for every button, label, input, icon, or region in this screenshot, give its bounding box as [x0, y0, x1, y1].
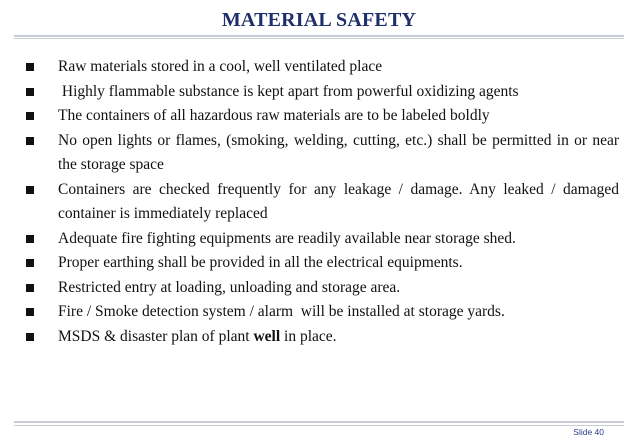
- bullet-text: Proper earthing shall be provided in all the electrical equipments.: [58, 254, 463, 271]
- slide-number: Slide 40: [573, 427, 604, 437]
- bullet-text: Containers are checked frequently for any leakage / damage. Any leaked / damaged container is immediately replaced: [58, 180, 619, 222]
- square-bullet-icon: [26, 88, 34, 96]
- bullet-text: Adequate fire fighting equipments are readily available near storage shed.: [58, 229, 516, 247]
- bullet-text: Restricted entry at loading, unloading and storage area.: [58, 278, 401, 296]
- bullet-item: [26, 104, 619, 129]
- square-bullet-icon: [26, 259, 34, 267]
- slide-title: MATERIAL SAFETY: [221, 9, 417, 31]
- square-bullet-icon: [26, 333, 34, 341]
- bullet-item: [26, 55, 619, 80]
- square-bullet-icon: [26, 112, 34, 120]
- bullet-text-start: MSDS & disaster plan of plant: [58, 327, 254, 345]
- footer-rule-thin: [14, 425, 624, 426]
- bullet-text: Fire / Smoke detection system / alarm will be installed at storage yards.: [58, 303, 505, 320]
- square-bullet-icon: [26, 284, 34, 292]
- square-bullet-icon: [26, 137, 34, 145]
- bullet-text: Raw materials stored in a cool, well ventilated place: [58, 58, 383, 75]
- square-bullet-icon: [26, 186, 34, 194]
- bullet-item: [26, 251, 619, 276]
- bullet-text: No open lights or flames, (smoking, welding, cutting, etc.) shall be permitted in or near the storage space: [58, 131, 619, 173]
- square-bullet-icon: [26, 308, 34, 316]
- bullet-item: [26, 178, 619, 227]
- bullet-item: [26, 325, 619, 350]
- title-rule-thin: [14, 38, 624, 39]
- bullet-item: [26, 300, 619, 325]
- bullet-text: Highly flammable substance is kept apart from powerful oxidizing agents: [58, 82, 519, 100]
- bullet-item: [26, 227, 619, 252]
- footer-rule-thick: [14, 421, 624, 423]
- bullet-text: The containers of all hazardous raw materials are to be labeled boldly: [58, 107, 490, 124]
- square-bullet-icon: [26, 235, 34, 243]
- bullet-item: [26, 276, 619, 301]
- bullet-item: [26, 80, 619, 105]
- bullet-text-end: in place.: [280, 327, 337, 345]
- bullet-item: [26, 129, 619, 178]
- square-bullet-icon: [26, 63, 34, 71]
- bullet-text-bold: well: [253, 327, 281, 345]
- title-rule-thick: [14, 35, 624, 37]
- bullet-list: [26, 55, 619, 349]
